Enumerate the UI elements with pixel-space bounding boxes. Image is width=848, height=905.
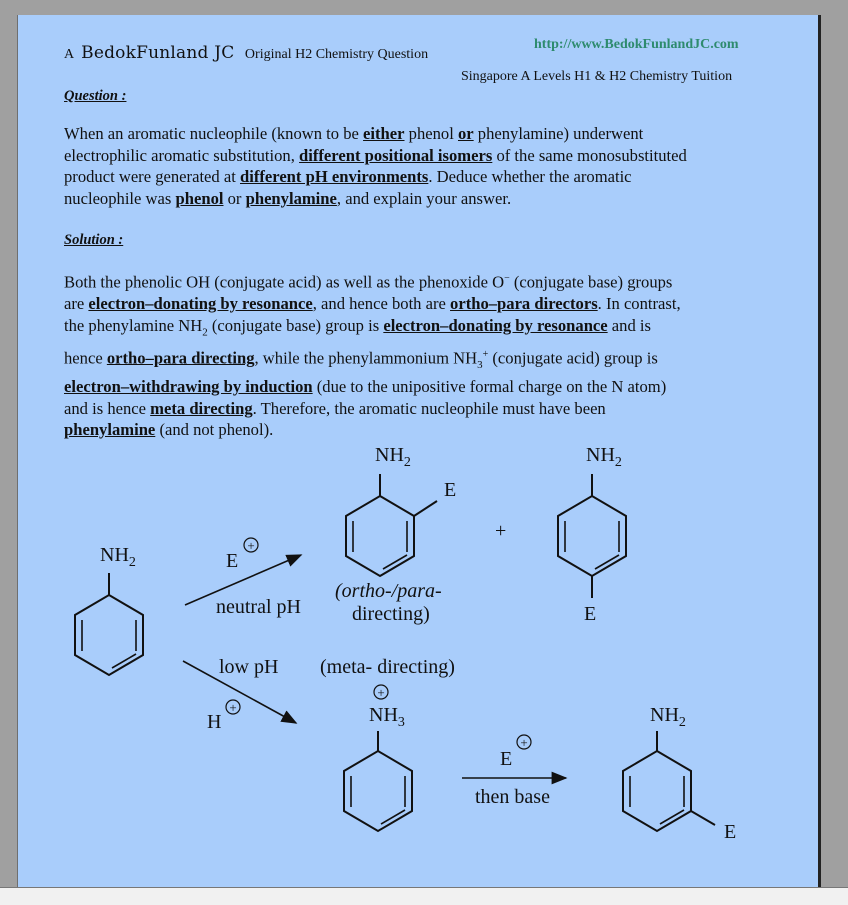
solution-text: Both the phenolic OH (conjugate acid) as well as the phenoxide O− (conjugate base) groups are electron–donating by resonance, and hence both are ortho–para directors. In contrast, the phenylamine $NH_2$ (conjugate base) group is electron–donating by resonance and is hence ortho–para directing, while the phenylammonium $NH_3^+$ (conjugate acid) group is electron–withdrawing by induction (due to the unipositive formal charge on the N atom) and is hence meta directing. Therefore, the aromatic nucleophile must have been phenylamine (and not phenol). xyxy=(64,272,681,440)
charge-circle-nh3 xyxy=(374,685,388,700)
directing-label: directing) xyxy=(352,603,430,625)
site-url[interactable]: http://www.BedokFunlandJC.com xyxy=(534,37,739,52)
electrophile-label-lower: E xyxy=(500,748,513,770)
plus-sign: + xyxy=(495,520,507,542)
low-ph-label: low pH xyxy=(219,656,279,678)
electrophile-label-upper: E xyxy=(226,550,239,572)
brand-logo: BedokFunland JC xyxy=(81,43,235,63)
svg-text:+: + xyxy=(247,538,255,553)
para-nh2-label: $NH_2$ xyxy=(586,444,622,470)
ortho-product xyxy=(346,444,456,576)
reaction-scheme xyxy=(18,15,822,890)
nh3-label: $NH_3$ xyxy=(369,704,405,730)
svg-text:+: + xyxy=(520,735,528,750)
meta-e-label: E xyxy=(724,821,737,843)
para-product xyxy=(558,444,626,625)
document-page xyxy=(17,15,821,890)
phenylammonium-intermediate xyxy=(344,685,412,831)
question-heading: Question : xyxy=(64,88,127,104)
svg-text:+: + xyxy=(229,700,237,715)
then-base-label: then base xyxy=(475,786,550,808)
charge-circle-lower xyxy=(517,735,531,750)
phenylamine-reactant xyxy=(75,544,143,676)
ortho-para-label: (ortho-/para- xyxy=(335,580,442,602)
ortho-e-label: E xyxy=(444,479,457,501)
header-prefix: A xyxy=(64,47,75,62)
para-e-label: E xyxy=(584,603,597,625)
svg-text:+: + xyxy=(377,685,385,700)
reactant-nh2-label: $NH_2$ xyxy=(100,544,136,570)
window-bottom-strip xyxy=(0,887,848,905)
neutral-ph-label: neutral pH xyxy=(216,596,301,618)
ortho-nh2-label: $NH_2$ xyxy=(375,444,411,470)
question-text: When an aromatic nucleophile (known to be either phenol or phenylamine) underwent electrophilic aromatic substitution, different positional isomers of the same monosubstituted product were generated at different pH environments. Deduce whether the aromatic nucleophile was phenol or phenylamine, and explain your answer. xyxy=(64,124,687,208)
meta-product xyxy=(623,704,736,843)
header-subtitle: Original H2 Chemistry Question xyxy=(244,47,429,62)
header-tagline: Singapore A Levels H1 & H2 Chemistry Tuition xyxy=(461,69,733,84)
solution-heading: Solution : xyxy=(64,232,124,248)
meta-directing-label: (meta- directing) xyxy=(320,656,455,678)
meta-nh2-label: $NH_2$ xyxy=(650,704,686,730)
charge-circle-proton xyxy=(226,700,240,715)
proton-label: H xyxy=(207,711,222,733)
charge-circle-upper xyxy=(244,538,258,553)
